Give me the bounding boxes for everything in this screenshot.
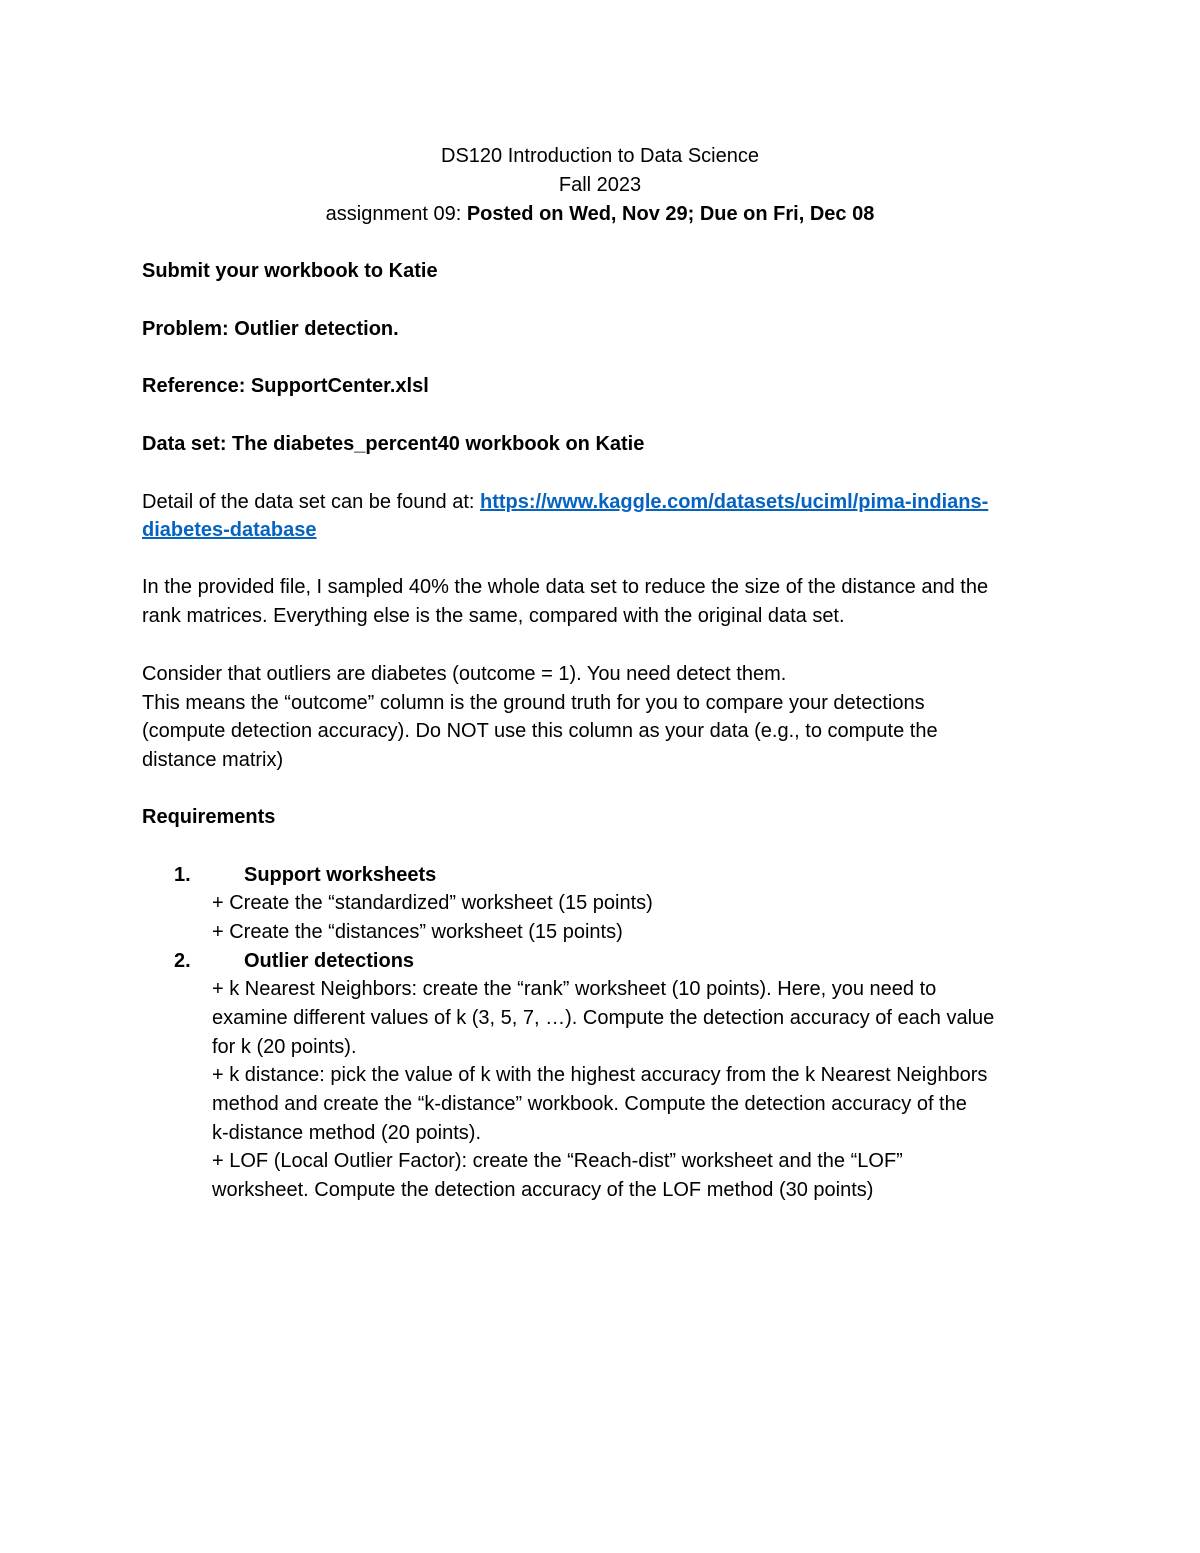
requirement-item-2 — [174, 947, 414, 976]
kaggle-link-part1[interactable]: https://www.kaggle.com/datasets/uciml/pima-indians- — [480, 491, 989, 513]
submit-instruction: Submit your workbook to Katie — [142, 260, 438, 282]
requirement-1-line-2: + Create the “distances” worksheet (15 points) — [212, 921, 623, 943]
dataset-detail-line — [142, 488, 988, 517]
requirement-2-line-2: examine different values of k (3, 5, 7, …). Compute the detection accuracy of each value — [212, 1007, 995, 1029]
requirement-title-1: Support worksheets — [244, 864, 437, 886]
requirement-item-1 — [174, 861, 436, 890]
kaggle-link-part2[interactable]: diabetes-database — [142, 519, 317, 541]
problem-statement: Problem: Outlier detection. — [142, 318, 399, 340]
outlier-note-line1: Consider that outliers are diabetes (outcome = 1). You need detect them. — [142, 663, 787, 685]
reference-line: Reference: SupportCenter.xlsl — [142, 375, 429, 397]
requirement-2-line-5: method and create the “k-distance” workbook. Compute the detection accuracy of the — [212, 1093, 967, 1115]
requirement-2-line-8: worksheet. Compute the detection accuracy of the LOF method (30 points) — [212, 1179, 874, 1201]
outlier-note-line4: distance matrix) — [142, 749, 284, 771]
requirement-number-1: 1. — [174, 864, 191, 886]
requirement-2-line-3: for k (20 points). — [212, 1036, 357, 1058]
requirement-2-line-7: + LOF (Local Outlier Factor): create the “Reach-dist” worksheet and the “LOF” — [212, 1150, 903, 1172]
requirement-title-2: Outlier detections — [244, 950, 415, 972]
assignment-dates: Posted on Wed, Nov 29; Due on Fri, Dec 08 — [466, 203, 875, 225]
sample-note-line1: In the provided file, I sampled 40% the whole data set to reduce the size of the distance and the — [142, 576, 989, 598]
outlier-note-line2: This means the “outcome” column is the ground truth for you to compare your detections — [142, 692, 925, 714]
dataset-detail-prefix: Detail of the data set can be found at: — [142, 491, 481, 513]
assignment-line — [0, 200, 1200, 229]
outlier-note-line3: (compute detection accuracy). Do NOT use this column as your data (e.g., to compute the — [142, 720, 938, 742]
requirement-1-line-1: + Create the “standardized” worksheet (15 points) — [212, 892, 653, 914]
requirement-2-line-4: + k distance: pick the value of k with the highest accuracy from the k Nearest Neighbors — [212, 1064, 988, 1086]
course-title: DS120 Introduction to Data Science — [441, 145, 759, 167]
assignment-label: assignment 09: — [325, 203, 467, 225]
requirement-2-line-6: k-distance method (20 points). — [212, 1122, 482, 1144]
term: Fall 2023 — [558, 174, 642, 196]
requirement-number-2: 2. — [174, 950, 191, 972]
dataset-line: Data set: The diabetes_percent40 workbook on Katie — [142, 433, 645, 455]
requirement-2-line-1: + k Nearest Neighbors: create the “rank” worksheet (10 points). Here, you need to — [212, 978, 937, 1000]
sample-note-line2: rank matrices. Everything else is the same, compared with the original data set. — [142, 605, 845, 627]
requirements-heading: Requirements — [142, 806, 276, 828]
